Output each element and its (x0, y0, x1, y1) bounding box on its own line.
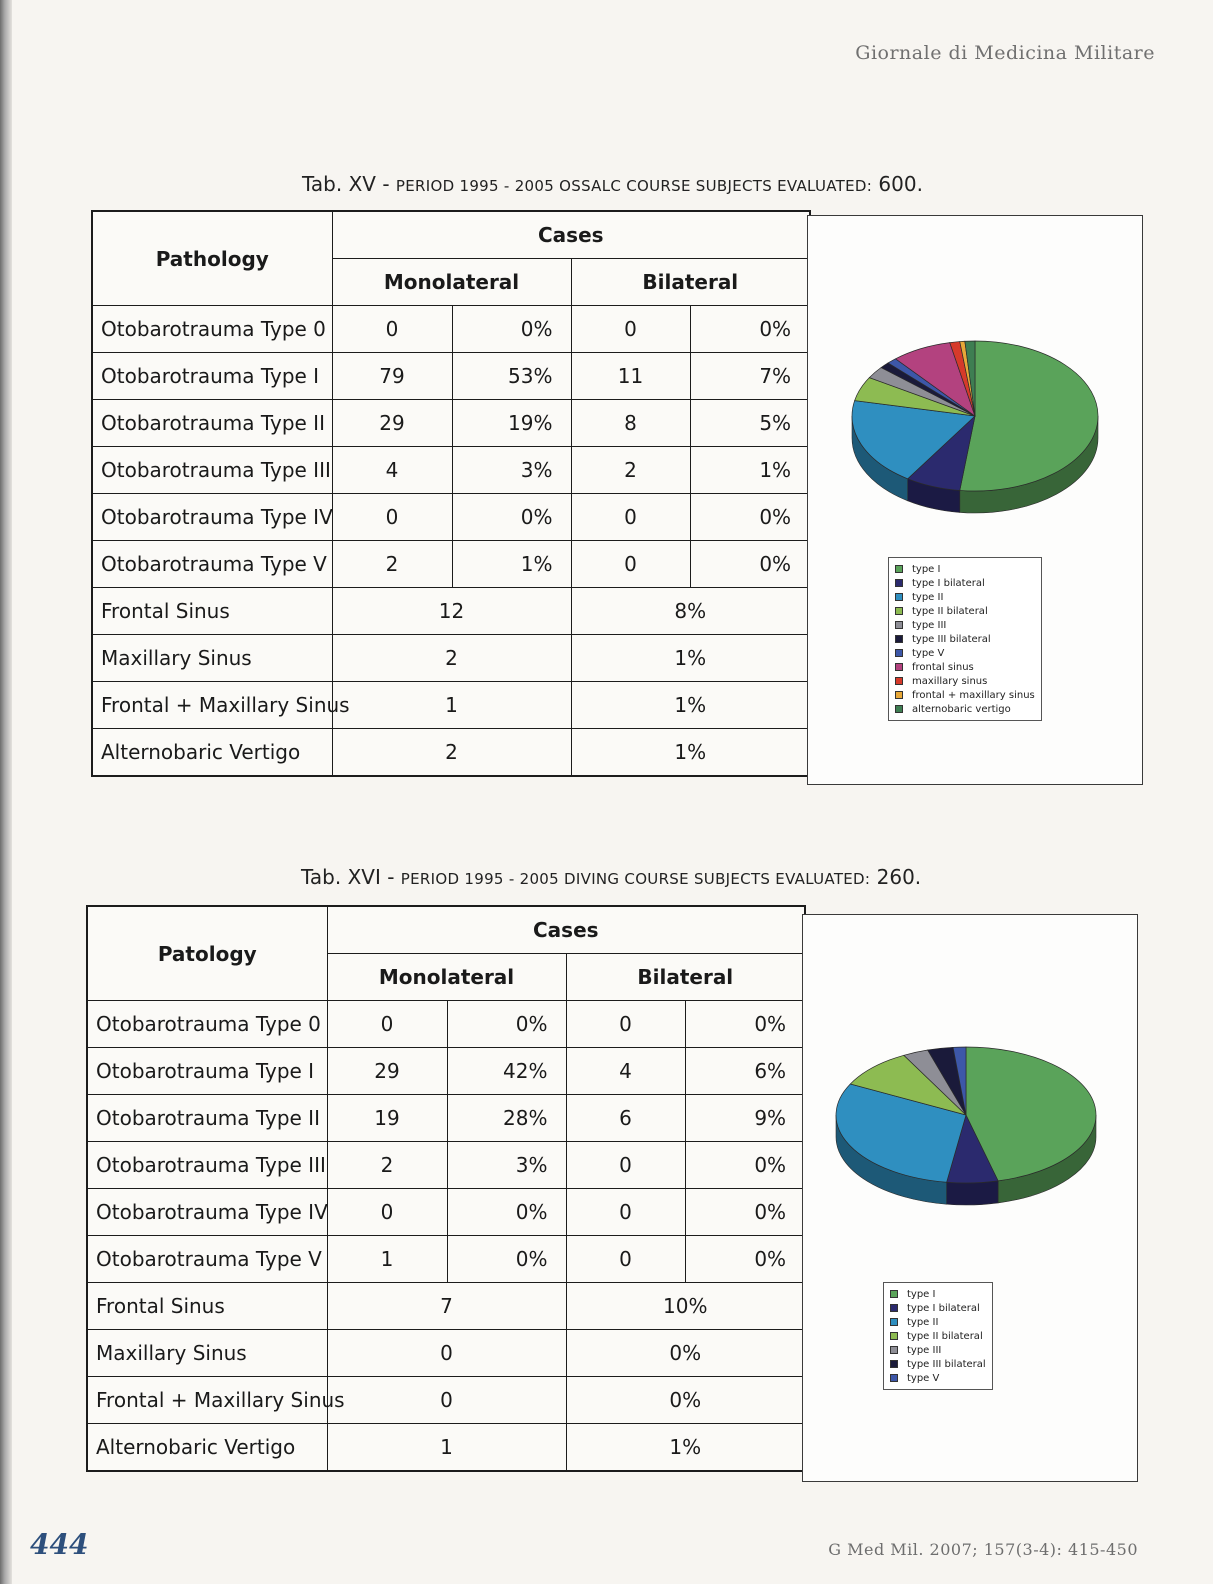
mono-count: 0 (332, 494, 452, 541)
bilateral-header: Bilateral (566, 954, 805, 1001)
mono-percent: 3% (452, 447, 571, 494)
table-row (92, 682, 810, 729)
legend-swatch (895, 635, 903, 643)
legend-item (890, 1343, 986, 1357)
legend-item (895, 660, 1035, 674)
mono-percent: 0% (447, 1001, 566, 1048)
row-label: Frontal + Maxillary Sinus (87, 1377, 327, 1424)
table-row (92, 541, 810, 588)
bi-percent: 0% (685, 1001, 805, 1048)
mono-percent: 53% (452, 353, 571, 400)
legend-item (895, 604, 1035, 618)
caption-prefix: Tab. XVI - (301, 865, 401, 889)
row-label: Otobarotrauma Type 0 (87, 1001, 327, 1048)
caption-count: 260. (870, 865, 922, 889)
mono-count: 29 (332, 400, 452, 447)
bi-percent: 5% (690, 400, 810, 447)
legend-label: type II bilateral (907, 1330, 983, 1342)
data-table (86, 905, 806, 1472)
row-label: Otobarotrauma Type V (92, 541, 332, 588)
bi-percent: 0% (690, 541, 810, 588)
table-row (87, 1424, 805, 1472)
legend-swatch (890, 1304, 898, 1312)
row-label: Maxillary Sinus (87, 1330, 327, 1377)
row-label: Otobarotrauma Type II (87, 1095, 327, 1142)
caption-title: PERIOD 1995 - 2005 OSSALC COURSE SUBJECTS EVALUATED: (395, 177, 873, 195)
page-binding-shadow (0, 0, 12, 1584)
row-label: Otobarotrauma Type II (92, 400, 332, 447)
legend-swatch (895, 677, 903, 685)
journal-header: Giornale di Medicina Militare (855, 42, 1155, 64)
mono-count: 0 (327, 1001, 447, 1048)
bi-percent: 0% (685, 1236, 805, 1283)
case-count: 7 (327, 1283, 566, 1330)
mono-percent: 19% (452, 400, 571, 447)
legend-swatch (895, 579, 903, 587)
mono-count: 2 (332, 541, 452, 588)
row-label: Frontal + Maxillary Sinus (92, 682, 332, 729)
caption-count: 600. (872, 172, 923, 196)
table-row (92, 306, 810, 353)
legend-item (895, 590, 1035, 604)
legend-label: type I (912, 563, 941, 575)
legend-item (890, 1287, 986, 1301)
legend-swatch (895, 607, 903, 615)
legend-item (895, 688, 1035, 702)
legend-item (895, 702, 1035, 716)
legend-label: type III (912, 619, 947, 631)
case-percent: 0% (566, 1330, 805, 1377)
legend-label: type II (912, 591, 944, 603)
table-row (92, 447, 810, 494)
legend-label: type V (907, 1372, 940, 1384)
table-row (87, 1189, 805, 1236)
case-count: 0 (327, 1330, 566, 1377)
bi-count: 8 (571, 400, 690, 447)
pie-chart (803, 915, 1137, 1245)
table-caption (301, 865, 921, 889)
legend-label: type III (907, 1344, 942, 1356)
mono-percent: 0% (447, 1236, 566, 1283)
legend-swatch (890, 1318, 898, 1326)
cases-header: Cases (327, 906, 805, 954)
table-row (87, 1095, 805, 1142)
legend-label: type I bilateral (912, 577, 985, 589)
pathology-header: Pathology (92, 211, 332, 306)
mono-count: 79 (332, 353, 452, 400)
page-number: 444 (30, 1528, 89, 1561)
caption-prefix: Tab. XV - (302, 172, 396, 196)
legend-item (890, 1301, 986, 1315)
bi-count: 6 (566, 1095, 685, 1142)
pie-chart (808, 216, 1142, 546)
bi-percent: 1% (690, 447, 810, 494)
chart-legend (888, 557, 1042, 721)
row-label: Frontal Sinus (92, 588, 332, 635)
table-row (87, 1142, 805, 1189)
bi-percent: 9% (685, 1095, 805, 1142)
legend-swatch (895, 663, 903, 671)
row-label: Otobarotrauma Type III (92, 447, 332, 494)
legend-item (890, 1357, 986, 1371)
mono-percent: 1% (452, 541, 571, 588)
pie-slice-side-type-i-bilateral (947, 1181, 998, 1205)
mono-count: 19 (327, 1095, 447, 1142)
table-row (92, 588, 810, 635)
legend-item (895, 632, 1035, 646)
case-percent: 1% (571, 635, 810, 682)
table-row (87, 1377, 805, 1424)
pie-chart-panel (807, 215, 1143, 785)
legend-label: type II bilateral (912, 605, 988, 617)
mono-count: 4 (332, 447, 452, 494)
legend-swatch (895, 621, 903, 629)
bi-count: 0 (571, 541, 690, 588)
legend-item (890, 1371, 986, 1385)
legend-label: type III bilateral (912, 633, 991, 645)
mono-count: 29 (327, 1048, 447, 1095)
case-percent: 8% (571, 588, 810, 635)
bi-count: 0 (571, 306, 690, 353)
bi-percent: 0% (690, 494, 810, 541)
case-percent: 1% (571, 729, 810, 777)
cases-header: Cases (332, 211, 810, 259)
table-row (87, 1330, 805, 1377)
row-label: Otobarotrauma Type I (87, 1048, 327, 1095)
mono-percent: 3% (447, 1142, 566, 1189)
bi-count: 11 (571, 353, 690, 400)
case-count: 2 (332, 729, 571, 777)
mono-percent: 0% (447, 1189, 566, 1236)
case-count: 2 (332, 635, 571, 682)
row-label: Alternobaric Vertigo (87, 1424, 327, 1472)
row-label: Otobarotrauma Type I (92, 353, 332, 400)
legend-label: type II (907, 1316, 939, 1328)
table-row (87, 1283, 805, 1330)
table-row (92, 353, 810, 400)
bi-count: 0 (566, 1236, 685, 1283)
bi-count: 0 (566, 1142, 685, 1189)
mono-percent: 28% (447, 1095, 566, 1142)
legend-label: maxillary sinus (912, 675, 988, 687)
pie-chart-panel (802, 914, 1138, 1482)
table-caption (302, 172, 923, 196)
legend-swatch (895, 649, 903, 657)
citation: G Med Mil. 2007; 157(3-4): 415-450 (828, 1540, 1138, 1559)
legend-item (890, 1329, 986, 1343)
bi-percent: 0% (685, 1189, 805, 1236)
legend-swatch (895, 593, 903, 601)
row-label: Maxillary Sinus (92, 635, 332, 682)
mono-percent: 0% (452, 306, 571, 353)
case-percent: 1% (566, 1424, 805, 1472)
mono-count: 0 (327, 1189, 447, 1236)
case-count: 1 (332, 682, 571, 729)
bi-count: 4 (566, 1048, 685, 1095)
bi-percent: 0% (685, 1142, 805, 1189)
data-table (91, 210, 811, 777)
mono-percent: 42% (447, 1048, 566, 1095)
bi-percent: 6% (685, 1048, 805, 1095)
bi-count: 0 (566, 1189, 685, 1236)
legend-item (895, 674, 1035, 688)
row-label: Alternobaric Vertigo (92, 729, 332, 777)
legend-swatch (890, 1346, 898, 1354)
legend-swatch (895, 691, 903, 699)
chart-legend (883, 1282, 993, 1390)
row-label: Otobarotrauma Type III (87, 1142, 327, 1189)
legend-swatch (895, 565, 903, 573)
caption-title: PERIOD 1995 - 2005 DIVING COURSE SUBJECTS EVALUATED: (400, 870, 871, 888)
legend-label: type V (912, 647, 945, 659)
case-percent: 0% (566, 1377, 805, 1424)
legend-label: type I (907, 1288, 936, 1300)
bilateral-header: Bilateral (571, 259, 810, 306)
legend-item (895, 618, 1035, 632)
table-row (92, 729, 810, 777)
legend-item (895, 562, 1035, 576)
bi-percent: 0% (690, 306, 810, 353)
legend-label: frontal + maxillary sinus (912, 689, 1035, 701)
legend-swatch (895, 705, 903, 713)
monolateral-header: Monolateral (332, 259, 571, 306)
mono-count: 1 (327, 1236, 447, 1283)
legend-label: alternobaric vertigo (912, 703, 1011, 715)
mono-count: 0 (332, 306, 452, 353)
case-percent: 1% (571, 682, 810, 729)
legend-label: type III bilateral (907, 1358, 986, 1370)
table-row (87, 1236, 805, 1283)
legend-swatch (890, 1290, 898, 1298)
monolateral-header: Monolateral (327, 954, 566, 1001)
row-label: Otobarotrauma Type IV (87, 1189, 327, 1236)
row-label: Frontal Sinus (87, 1283, 327, 1330)
mono-count: 2 (327, 1142, 447, 1189)
legend-label: type I bilateral (907, 1302, 980, 1314)
row-label: Otobarotrauma Type V (87, 1236, 327, 1283)
legend-swatch (890, 1374, 898, 1382)
case-count: 0 (327, 1377, 566, 1424)
table-row (92, 400, 810, 447)
legend-swatch (890, 1332, 898, 1340)
bi-percent: 7% (690, 353, 810, 400)
mono-percent: 0% (452, 494, 571, 541)
row-label: Otobarotrauma Type IV (92, 494, 332, 541)
legend-swatch (890, 1360, 898, 1368)
table-row (92, 635, 810, 682)
case-count: 1 (327, 1424, 566, 1472)
table-row (87, 1001, 805, 1048)
bi-count: 2 (571, 447, 690, 494)
bi-count: 0 (566, 1001, 685, 1048)
case-percent: 10% (566, 1283, 805, 1330)
table-row (92, 494, 810, 541)
legend-label: frontal sinus (912, 661, 974, 673)
case-count: 12 (332, 588, 571, 635)
legend-item (895, 576, 1035, 590)
pathology-header: Patology (87, 906, 327, 1001)
bi-count: 0 (571, 494, 690, 541)
row-label: Otobarotrauma Type 0 (92, 306, 332, 353)
legend-item (895, 646, 1035, 660)
legend-item (890, 1315, 986, 1329)
table-row (87, 1048, 805, 1095)
